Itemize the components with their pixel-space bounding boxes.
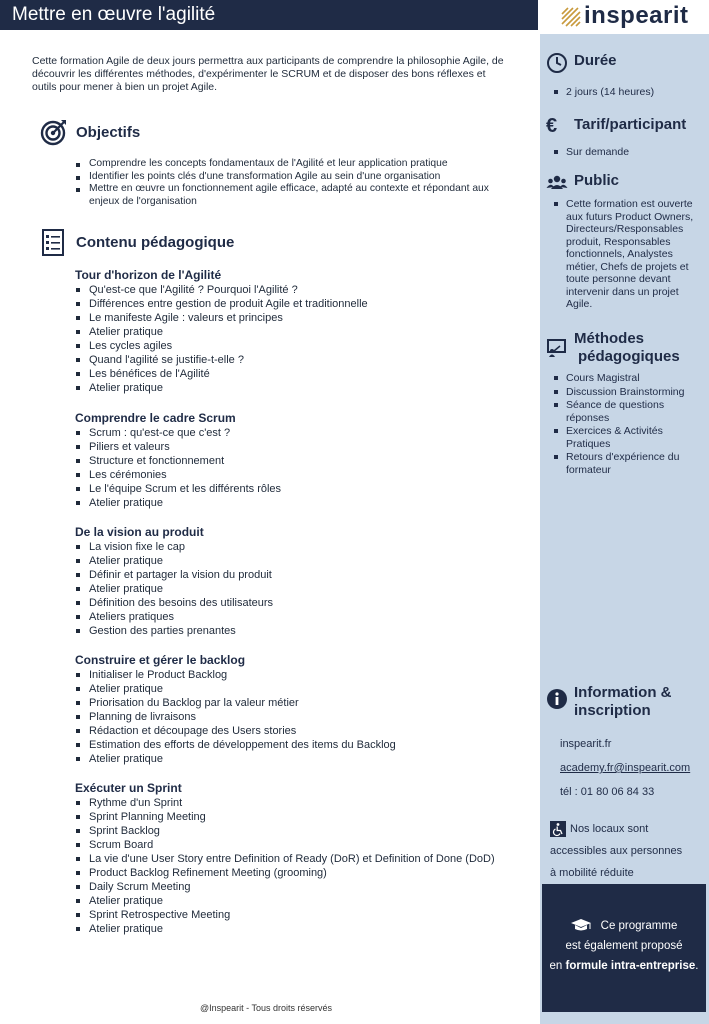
list-item: Atelier pratique [75,682,525,696]
list-item: Les bénéfices de l'Agilité [75,367,525,381]
module-tour-horizon [75,268,525,395]
list-item: Les cycles agiles [75,339,525,353]
info-title-line2: inscription [574,702,651,719]
module-title: Exécuter un Sprint [75,781,182,795]
list-item: Product Backlog Refinement Meeting (grooming) [75,866,525,880]
accessibility-section [540,818,709,884]
email-link[interactable]: academy.fr@inspearit.com [560,762,691,774]
list-item: Retours d'expérience du formateur [552,451,705,476]
module-title: De la vision au produit [75,525,204,539]
duree-title: Durée [574,52,617,69]
accessibility-line1: Nos locaux sont [570,823,649,835]
accessibility-line2: accessibles aux personnes [550,845,683,857]
public-section [540,172,709,312]
wheelchair-icon [550,821,566,837]
module-vision-produit [75,525,525,638]
list-item: Qu'est-ce que l'Agilité ? Pourquoi l'Agilité ? [75,283,525,297]
logo-mark-icon [560,6,582,28]
list-item: Définir et partager la vision du produit [75,568,525,582]
presentation-icon [546,336,568,358]
clock-icon [546,52,568,74]
list-item: Mettre en œuvre un fonctionnement agile efficace, adapté au contexte et répondant aux enjeux de l'organisation [75,183,515,208]
promo-line1: Ce programme [600,920,678,932]
list-item: Les cérémonies [75,468,525,482]
methodes-title-line1: Méthodes [574,330,645,347]
list-item: Cours Magistral [552,372,705,385]
list-item: 2 jours (14 heures) [552,86,705,99]
list-item: Atelier pratique [75,582,525,596]
module-title: Tour d'horizon de l'Agilité [75,268,222,282]
methodes-title-line2: pédagogiques [578,348,680,365]
list-item: Atelier pratique [75,325,525,339]
list-item: Atelier pratique [75,922,525,936]
list-item: Le l'équipe Scrum et les différents rôles [75,482,525,496]
list-item: Atelier pratique [75,752,525,766]
footer-copyright: @Inspearit - Tous droits réservés [200,1003,333,1013]
list-item: Identifier les points clés d'une transformation Agile au sein d'une organisation [75,171,515,184]
intra-entreprise-box [542,884,706,1012]
tarif-section [540,116,709,160]
phone-text: tél : 01 80 06 84 33 [560,786,655,798]
accessibility-line3: à mobilité réduite [550,867,634,879]
info-title-line1: Information & [574,684,672,701]
list-item: Atelier pratique [75,496,525,510]
list-item: Estimation des efforts de développement des items du Backlog [75,738,525,752]
list-item: Cette formation est ouverte aux futurs Product Owners, Directeurs/Responsables produit, Responsables fonctionnels, Analystes métier, Chefs de projets et toute personne devant intervenir dans un projet Agile. [552,198,705,311]
list-item: Définition des besoins des utilisateurs [75,596,525,610]
info-section [540,684,709,804]
intro-paragraph: Cette formation Agile de deux jours permettra aux participants de comprendre la philosophie Agile, de découvrir les différentes méthodes, d'expérimenter le SCRUM et de disposer des bons réflexes et outils pour mener à bien un projet Agile. [32,55,504,93]
promo-line2: est également proposé [565,940,683,952]
list-item: Atelier pratique [75,894,525,908]
methodes-section [540,330,709,477]
list-item: La vie d'une User Story entre Definition of Ready (DoR) et Definition of Done (DoD) [75,852,525,866]
checklist-icon [40,228,68,256]
public-title: Public [574,172,620,189]
list-item: Différences entre gestion de produit Agile et traditionnelle [75,297,525,311]
promo-highlight: formule intra-entreprise [565,960,696,972]
list-item: Planning de livraisons [75,710,525,724]
list-item: Gestion des parties prenantes [75,624,525,638]
objectifs-list [75,158,515,208]
euro-icon: € [546,115,558,137]
list-item: Sur demande [552,146,705,159]
page-title: Mettre en œuvre l'agilité [0,0,538,30]
list-item: Atelier pratique [75,554,525,568]
list-item: Scrum : qu'est-ce que c'est ? [75,426,525,440]
list-item: Le manifeste Agile : valeurs et principes [75,311,525,325]
list-item: Sprint Backlog [75,824,525,838]
sidebar [540,34,709,1024]
list-item: Piliers et valeurs [75,440,525,454]
list-item: Sprint Retrospective Meeting [75,908,525,922]
list-item: Priorisation du Backlog par la valeur métier [75,696,525,710]
module-backlog [75,653,525,766]
tarif-title: Tarif/participant [574,116,687,133]
list-item: Atelier pratique [75,381,525,395]
list-item: Quand l'agilité se justifie-t-elle ? [75,353,525,367]
duree-section [540,52,709,100]
contenu-heading [40,228,234,256]
objectifs-title: Objectifs [76,123,141,141]
list-item: Discussion Brainstorming [552,386,705,399]
list-item: Comprendre les concepts fondamentaux de l'Agilité et leur application pratique [75,158,515,171]
users-icon [546,172,568,194]
module-title: Comprendre le cadre Scrum [75,411,236,425]
module-title: Construire et gérer le backlog [75,653,246,667]
module-scrum [75,411,525,510]
list-item: Daily Scrum Meeting [75,880,525,894]
info-icon [546,688,568,710]
list-item: Structure et fonctionnement [75,454,525,468]
list-item: Ateliers pratiques [75,610,525,624]
contenu-title: Contenu pédagogique [76,233,235,251]
list-item: Initialiser le Product Backlog [75,668,525,682]
list-item: Séance de questions réponses [552,399,705,424]
module-sprint [75,781,525,936]
promo-line3: en formule intra-entreprise. [549,960,699,972]
list-item: Exercices & Activités Pratiques [552,425,705,450]
target-icon [40,118,68,146]
objectifs-heading [40,118,140,146]
list-item: Scrum Board [75,838,525,852]
logo-text: inspearit [584,2,689,29]
list-item: La vision fixe le cap [75,540,525,554]
website-link[interactable]: inspearit.fr [560,738,612,750]
list-item: Rythme d'un Sprint [75,796,525,810]
list-item: Rédaction et découpage des Users stories [75,724,525,738]
graduation-cap-icon [571,918,591,934]
list-item: Sprint Planning Meeting [75,810,525,824]
brand-logo [560,4,700,30]
